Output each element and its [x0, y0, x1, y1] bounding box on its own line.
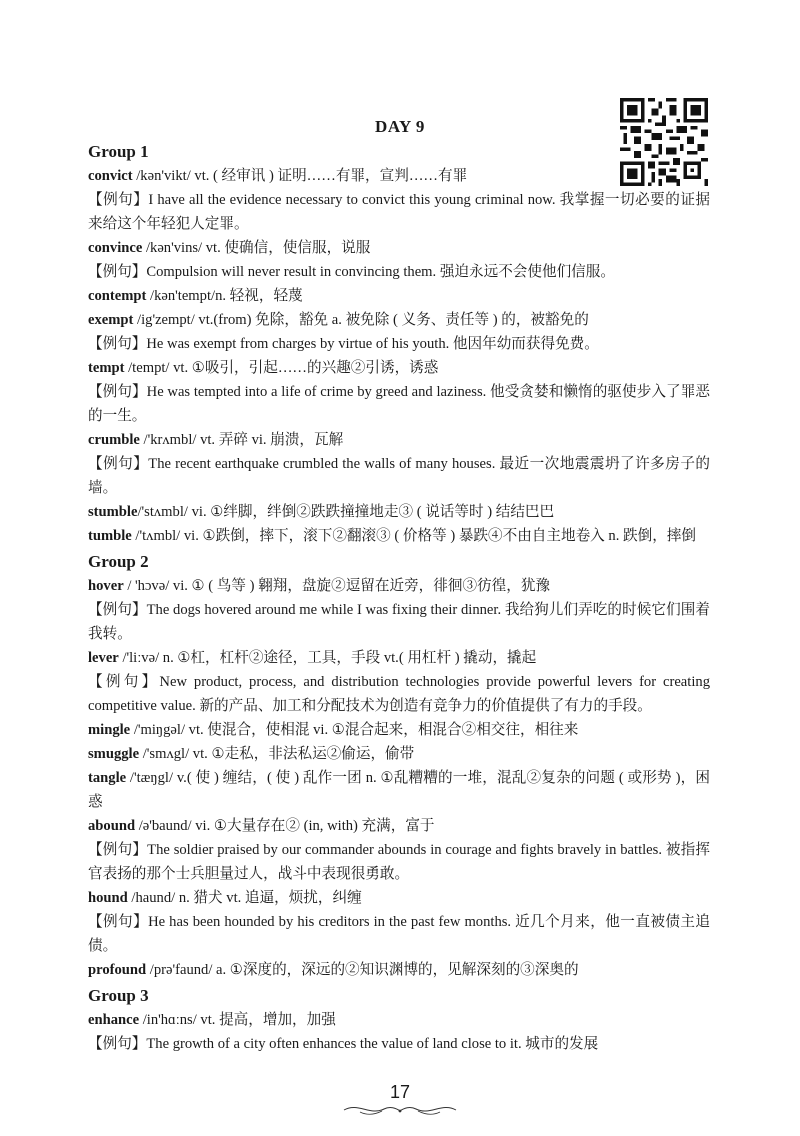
headword: smuggle	[88, 746, 140, 762]
headword: mingle	[88, 722, 131, 738]
word-entry	[88, 164, 710, 188]
definition: / 'hɔvə/ vi. ① ( 鸟等 ) 翱翔，盘旋②逗留在近旁，徘徊③彷徨，犹豫	[123, 578, 551, 594]
example-sentence: 【例句】He was exempt from charges by virtue of his youth. 他因年幼而获得免费。	[88, 336, 599, 352]
example-sentence: 【例句】New product, process, and distribution technologies provide powerful levers for creating competitive value. 新的产品、加工和分配技术为创造有竞争力的价值提供了有力的手段。	[88, 674, 710, 714]
headword: exempt	[88, 312, 134, 328]
word-entry	[88, 524, 710, 548]
definition: /'krʌmbl/ vt. 弄碎 vi. 崩溃，瓦解	[139, 432, 344, 448]
example-sentence: 【例句】He was tempted into a life of crime by greed and laziness. 他受贪婪和懒惰的驱使步入了罪恶的一生。	[88, 384, 710, 424]
definition: /prə'faund/ a. ①深度的，深远的②知识渊博的，见解深刻的③深奥的	[146, 962, 579, 978]
headword: crumble	[88, 432, 140, 448]
headword: lever	[88, 650, 119, 666]
example-sentence: 【例句】I have all the evidence necessary to convict this young criminal now. 我掌握一切必要的证据来给这个年轻犯人定罪。	[88, 192, 710, 232]
definition: /in'hɑːns/ vt. 提高，增加，加强	[139, 1012, 336, 1028]
definition: /ə'baund/ vi. ①大量存在② (in, with) 充满，富于	[135, 818, 435, 834]
word-entry	[88, 814, 710, 838]
example-sentence: 【例句】He has been hounded by his creditors in the past few months. 近几个月来，他一直被债主追债。	[88, 914, 710, 954]
word-entry	[88, 356, 710, 380]
group-heading: Group 3	[88, 986, 149, 1005]
headword: abound	[88, 818, 136, 834]
definition: /'stʌmbl/ vi. ①绊脚，绊倒②跌跌撞撞地走③ ( 说话等时 ) 结结巴巴	[137, 504, 555, 520]
word-entry	[88, 958, 710, 982]
word-entry	[88, 718, 710, 742]
headword: enhance	[88, 1012, 140, 1028]
word-entry	[88, 742, 710, 766]
day-title: DAY 9	[375, 117, 425, 136]
group-heading: Group 1	[88, 142, 149, 161]
definition: /'miŋgəl/ vt. 使混合，使相混 vi. ①混合起来，相混合②相交往，相往来	[130, 722, 579, 738]
headword: stumble	[88, 504, 138, 520]
definition: /'smʌgl/ vt. ①走私，非法私运②偷运，偷带	[139, 746, 415, 762]
word-entry	[88, 574, 710, 598]
headword: tumble	[88, 528, 132, 544]
definition: /kən'tempt/n. 轻视，轻蔑	[146, 288, 303, 304]
headword: tempt	[88, 360, 125, 376]
word-entry	[88, 236, 710, 260]
definition: /tempt/ vt. ①吸引，引起……的兴趣②引诱，诱惑	[124, 360, 439, 376]
ornament-icon	[340, 1100, 460, 1118]
word-entry	[88, 284, 710, 308]
example-sentence: 【例句】The recent earthquake crumbled the walls of many houses. 最近一次地震震坍了许多房子的墙。	[88, 456, 710, 496]
definition: /haund/ n. 猎犬 vt. 追逼，烦扰，纠缠	[127, 890, 362, 906]
definition: /'tæŋgl/ v.( 使 ) 缠结，( 使 ) 乱作一团 n. ①乱糟糟的一堆，混乱②复杂的问题 ( 或形势 )，困惑	[88, 770, 710, 810]
definition: /kən'vins/ vt. 使确信，使信服，说服	[142, 240, 371, 256]
definition: /ig'zempt/ vt.(from) 免除，豁免 a. 被免除 ( 义务、责任等 ) 的，被豁免的	[133, 312, 589, 328]
headword: convict	[88, 168, 133, 184]
word-entry	[88, 1008, 710, 1032]
definition: /'liːvə/ n. ①杠，杠杆②途径，工具，手段 vt.( 用杠杆 ) 撬动，撬起	[118, 650, 537, 666]
headword: tangle	[88, 770, 127, 786]
headword: profound	[88, 962, 147, 978]
group-heading: Group 2	[88, 552, 149, 571]
definition: /kən'vikt/ vt. ( 经审讯 ) 证明……有罪，宣判……有罪	[132, 168, 468, 184]
word-entry	[88, 886, 710, 910]
word-entry	[88, 646, 710, 670]
word-entry	[88, 766, 710, 814]
example-sentence: 【例句】The growth of a city often enhances the value of land close to it. 城市的发展	[88, 1036, 599, 1052]
page-number: 17	[389, 1082, 411, 1102]
headword: convince	[88, 240, 143, 256]
vocabulary-content	[88, 138, 710, 1056]
definition: /'tʌmbl/ vi. ①跌倒，摔下，滚下②翻滚③ ( 价格等 ) 暴跌④不由自主地卷入 n. 跌倒，摔倒	[131, 528, 696, 544]
headword: contempt	[88, 288, 147, 304]
headword: hover	[88, 578, 124, 594]
word-entry	[88, 308, 710, 332]
example-sentence: 【例句】The dogs hovered around me while I was fixing their dinner. 我给狗儿们弄吃的时候它们围着我转。	[88, 602, 710, 642]
headword: hound	[88, 890, 128, 906]
example-sentence: 【例句】Compulsion will never result in convincing them. 强迫永远不会使他们信服。	[88, 264, 615, 280]
word-entry	[88, 428, 710, 452]
word-entry	[88, 500, 710, 524]
example-sentence: 【例句】The soldier praised by our commander abounds in courage and fights bravely in battles. 被指挥官表扬的那个士兵胆量过人，战斗中表现很勇敢。	[88, 842, 710, 882]
